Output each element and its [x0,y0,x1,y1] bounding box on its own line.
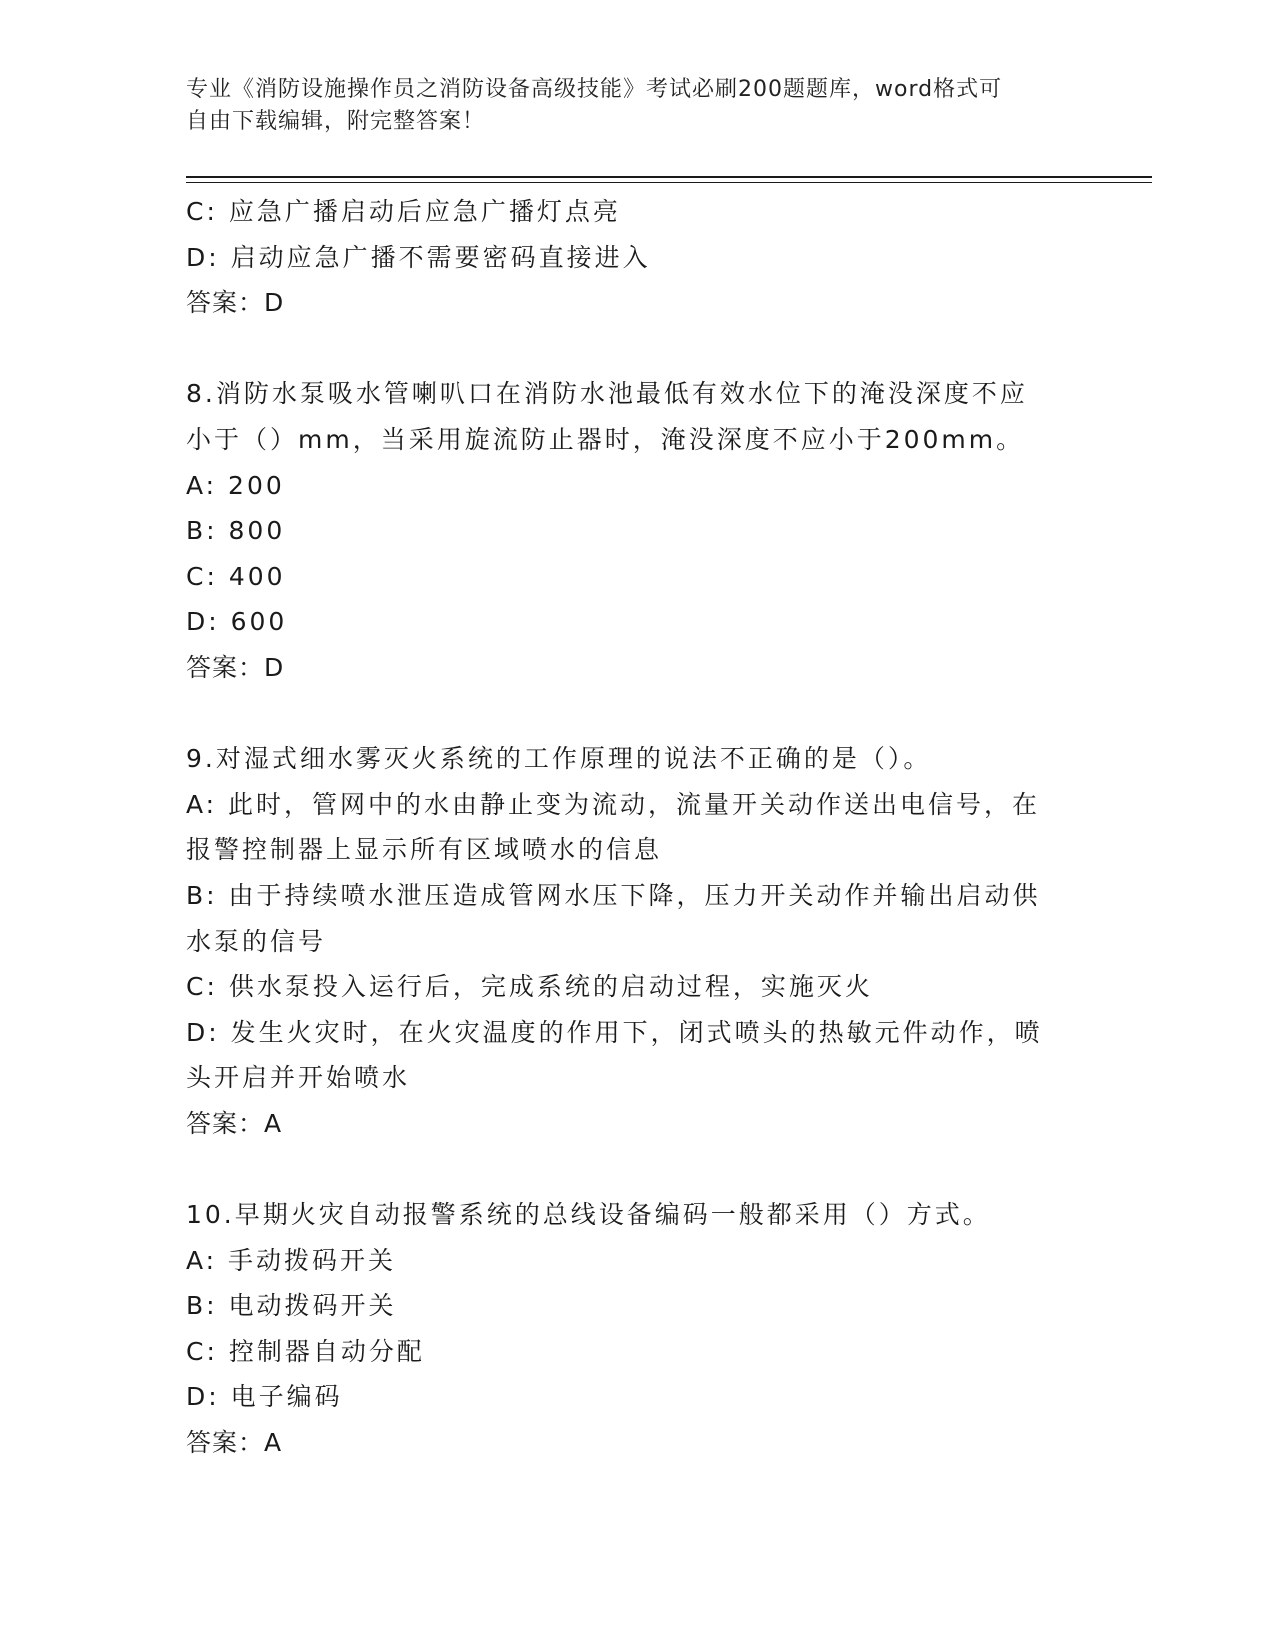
question-9 [186,736,1086,1146]
spacer [186,1146,1086,1192]
option-b-cont: 水泵的信号 [186,926,327,956]
question-stem: 9.对湿式细水雾灭火系统的工作原理的说法不正确的是（）。 [186,744,932,774]
answer: 答案：D [186,652,285,682]
option-c: C: 供水泵投入运行后，完成系统的启动过程，实施灭火 [186,972,873,1002]
spacer [186,326,1086,372]
question-8 [186,371,1086,690]
question-10 [186,1192,1086,1466]
option-b: B: 由于持续喷水泄压造成管网水压下降，压力开关动作并输出启动供 [186,880,1041,910]
option-a-cont: 报警控制器上显示所有区域喷水的信息 [186,835,663,865]
question-stem: 8.消防水泵吸水管喇叭口在消防水池最低有效水位下的淹没深度不应 [186,379,1028,409]
option-d-cont: 头开启并开始喷水 [186,1063,411,1093]
option-a: A: 此时，管网中的水由静止变为流动，流量开关动作送出电信号，在 [186,789,1041,819]
answer: 答案：D [186,288,285,318]
question-content [186,189,1086,1466]
option-a: A: 手动拨码开关 [186,1245,397,1275]
option-d: D: 电子编码 [186,1382,343,1412]
header-rule-thin [186,182,1152,183]
header-line-1: 专业《消防设施操作员之消防设备高级技能》考试必刷200题题库，word格式可 [186,77,1003,102]
option-d: D: 启动应急广播不需要密码直接进入 [186,242,651,272]
option-d: D: 发生火灾时，在火灾温度的作用下，闭式喷头的热敏元件动作，喷 [186,1017,1043,1047]
option-b: B: 800 [186,516,286,546]
option-c: C: 应急广播启动后应急广播灯点亮 [186,197,621,226]
page-header [186,74,1066,138]
answer: 答案：A [186,1108,283,1138]
answer: 答案：A [186,1428,283,1458]
question-stem-cont: 小于（）mm，当采用旋流防止器时，淹没深度不应小于200mm。 [186,424,1025,454]
option-b: B: 电动拨码开关 [186,1291,397,1321]
question-stem: 10.早期火灾自动报警系统的总线设备编码一般都采用（）方式。 [186,1200,991,1230]
option-a: A: 200 [186,470,285,500]
question-7-tail [186,189,1086,326]
option-d: D: 600 [186,607,288,637]
header-line-2: 自由下载编辑，附完整答案！ [186,109,486,134]
spacer [186,691,1086,737]
option-c: C: 控制器自动分配 [186,1336,425,1366]
option-c: C: 400 [186,561,286,591]
header-rule-thick [186,176,1152,178]
